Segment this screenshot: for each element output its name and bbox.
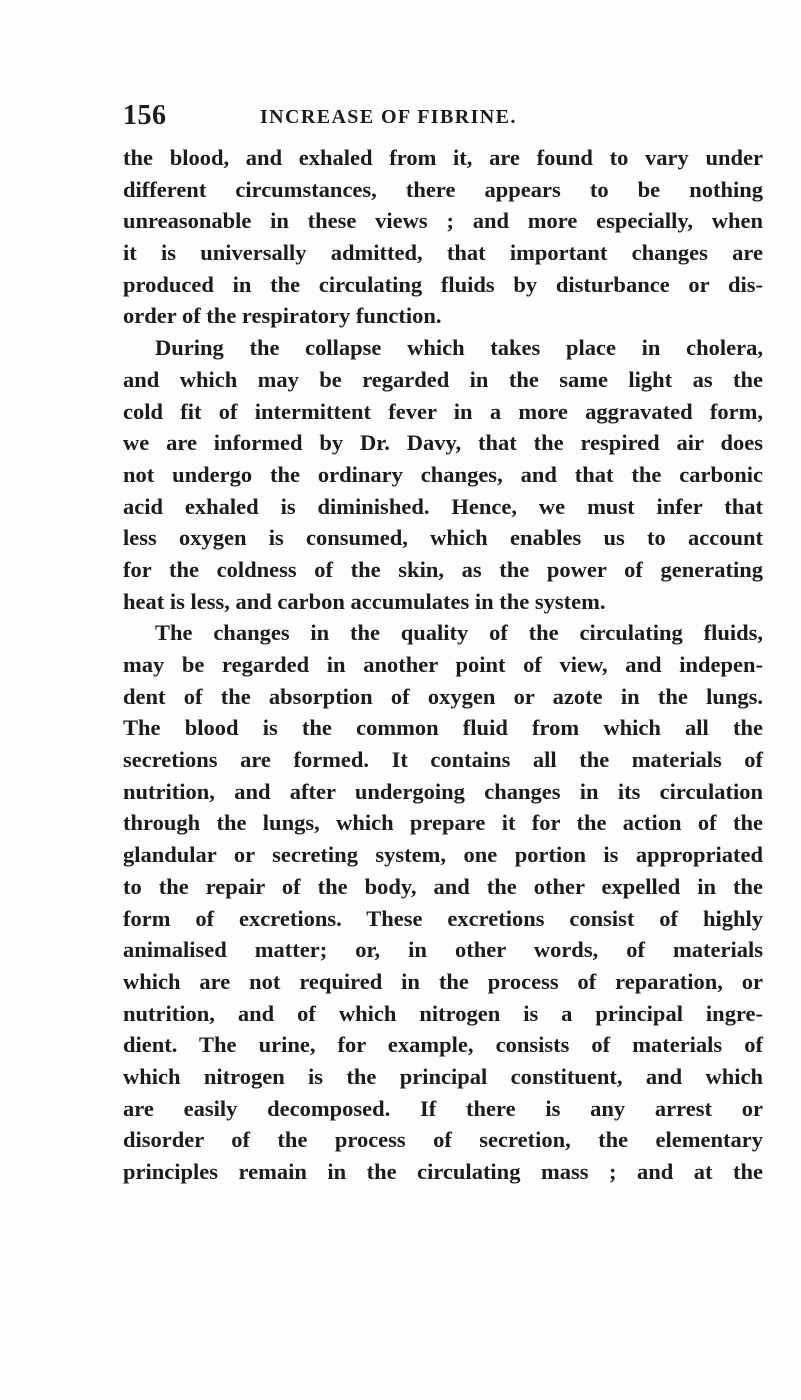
text-line: order of the respiratory function. <box>123 303 442 329</box>
text-line: which nitrogen is the principal constituent, and which <box>123 1063 763 1089</box>
text-line: heat is less, and carbon accumulates in the system. <box>123 588 606 614</box>
body-text <box>123 142 763 1188</box>
text-line: produced in the circulating fluids by disturbance or dis- <box>123 271 763 297</box>
text-line: it is universally admitted, that important changes are <box>123 240 763 266</box>
text-line: cold fit of intermittent fever in a more aggravated form, <box>123 398 763 424</box>
text-line: animalised matter; or, in other words, of materials <box>123 937 763 963</box>
page-number: 156 <box>123 100 167 131</box>
text-line: different circumstances, there appears to be nothing <box>123 176 763 202</box>
text-line: may be regarded in another point of view, and indepen- <box>123 652 763 677</box>
text-line: acid exhaled is diminished. Hence, we must infer that <box>123 493 763 519</box>
text-line: principles remain in the circulating mass ; and at the <box>123 1159 763 1184</box>
text-line: through the lungs, which prepare it for the action of the <box>123 810 763 836</box>
text-line: less oxygen is consumed, which enables us to account <box>123 525 763 551</box>
text-line: which are not required in the process of reparation, or <box>123 968 763 994</box>
text-line: form of excretions. These excretions consist of highly <box>123 905 763 931</box>
running-head: INCREASE OF FIBRINE. <box>260 106 517 128</box>
page-header <box>123 100 763 140</box>
text-line: secretions are formed. It contains all the materials of <box>123 747 763 773</box>
text-line: The blood is the common fluid from which all the <box>123 715 763 741</box>
text-line: disorder of the process of secretion, the elementary <box>123 1127 763 1153</box>
text-line: not undergo the ordinary changes, and that the carbonic <box>123 461 763 487</box>
text-line: to the repair of the body, and the other expelled in the <box>123 873 763 899</box>
text-line: dient. The urine, for example, consists of materials of <box>123 1032 763 1058</box>
text-line: we are informed by Dr. Davy, that the respired air does <box>123 430 763 456</box>
text-line: dent of the absorption of oxygen or azote in the lungs. <box>123 683 763 709</box>
text-line: nutrition, and after undergoing changes in its circulation <box>123 778 763 804</box>
text-line: During the collapse which takes place in cholera, <box>155 335 763 361</box>
text-line: the blood, and exhaled from it, are found to vary under <box>123 145 763 170</box>
text-line: are easily decomposed. If there is any arrest or <box>123 1095 763 1121</box>
text-line: for the coldness of the skin, as the power of generating <box>123 556 763 582</box>
text-line: nutrition, and of which nitrogen is a principal ingre- <box>123 1000 763 1026</box>
text-line: The changes in the quality of the circulating fluids, <box>155 620 763 646</box>
text-line: glandular or secreting system, one portion is appropriated <box>123 842 763 868</box>
text-line: unreasonable in these views ; and more especially, when <box>123 208 763 234</box>
text-line: and which may be regarded in the same light as the <box>123 366 763 392</box>
